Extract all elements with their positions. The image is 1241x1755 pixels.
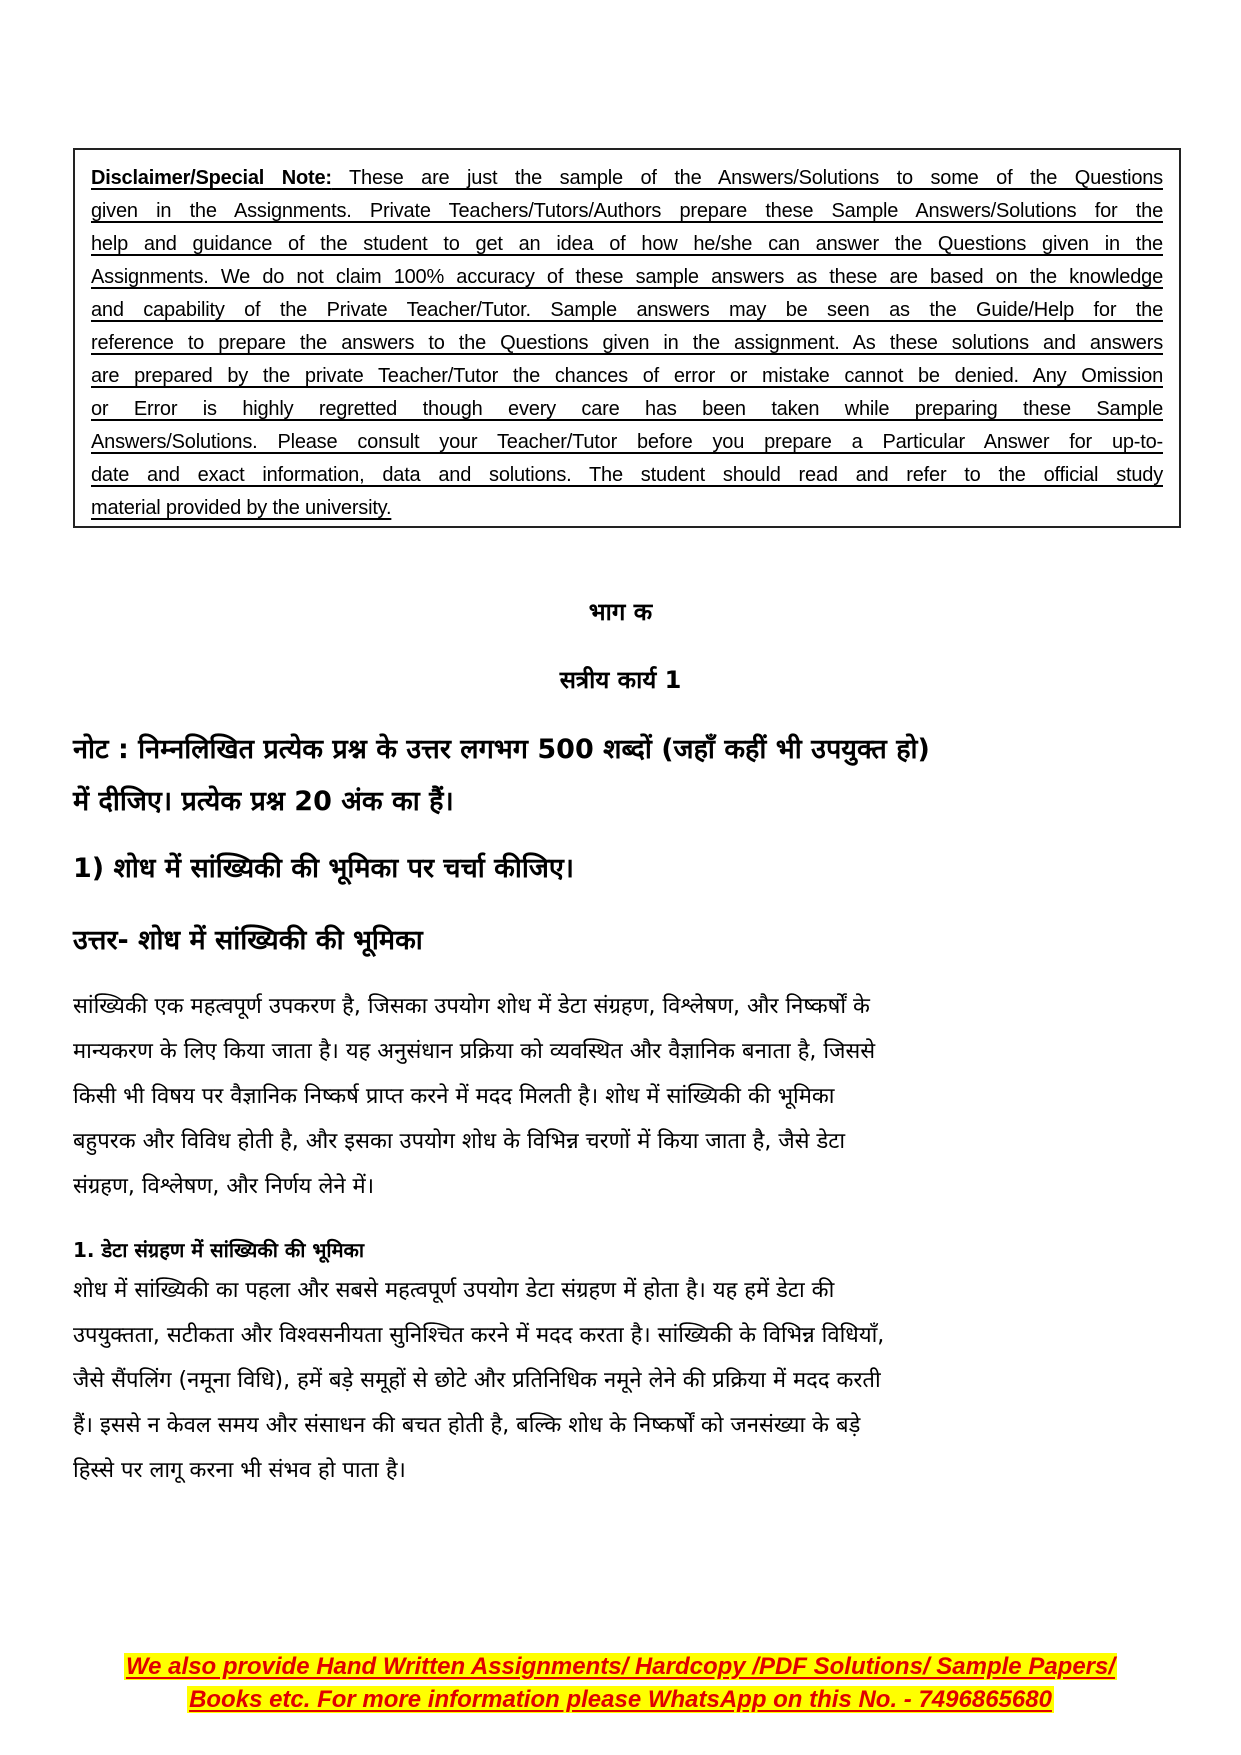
- paragraph-line: शोध में सांख्यिकी का पहला और सबसे महत्वपूर्ण उपयोग डेटा संग्रहण में होता है। यह हमें डेटा की: [73, 1278, 835, 1303]
- question-text: शोध में सांख्यिकी की भूमिका पर चर्चा कीजिए।: [113, 853, 575, 884]
- data-collection-paragraph: [73, 1268, 1153, 1493]
- paragraph-line: उपयुक्तता, सटीकता और विश्वसनीयता सुनिश्चित करने में मदद करता है। सांख्यिकी के विभिन्न विधियाँ,: [73, 1323, 885, 1348]
- paragraph-line: मान्यकरण के लिए किया जाता है। यह अनुसंधान प्रक्रिया को व्यवस्थित और वैज्ञानिक बनाता है, जिससे: [73, 1039, 876, 1064]
- disclaimer-line: reference to prepare the answers to the Questions given in the assignment. As these solutions and answers: [91, 332, 1163, 354]
- promo-line: We also provide Hand Written Assignments/ Hardcopy /PDF Solutions/ Sample Papers/: [125, 1653, 1116, 1680]
- paragraph-line: किसी भी विषय पर वैज्ञानिक निष्कर्ष प्राप्त करने में मदद मिलती है। शोध में सांख्यिकी की भूमिका: [73, 1084, 835, 1109]
- disclaimer-line: Assignments. We do not claim 100% accuracy of these sample answers as these are based on the knowledge: [91, 266, 1163, 288]
- paragraph-line: बहुपरक और विविध होती है, और इसका उपयोग शोध के विभिन्न चरणों में किया जाता है, जैसे डेटा: [73, 1129, 846, 1154]
- paragraph-line: जैसे सैंपलिंग (नमूना विधि), हमें बड़े समूहों से छोटे और प्रतिनिधिक नमूने लेने की प्रक्रिया में मदद करती: [73, 1368, 881, 1393]
- disclaimer-line: Answers/Solutions. Please consult your Teacher/Tutor before you prepare a Particular Answer for up-to-: [91, 431, 1163, 453]
- paragraph-line: हिस्से पर लागू करना भी संभव हो पाता है।: [73, 1458, 406, 1483]
- note-line: नोट : निम्नलिखित प्रत्येक प्रश्न के उत्तर लगभग 500 शब्दों (जहाँ कहीं भी उपयुक्त हो): [73, 734, 930, 765]
- note-line: में दीजिए। प्रत्येक प्रश्न 20 अंक का हैं।: [73, 786, 454, 817]
- disclaimer-line: Disclaimer/Special Note: These are just the sample of the Answers/Solutions to some of the Questions: [91, 167, 1163, 189]
- answer-intro-paragraph: [73, 984, 1153, 1209]
- assignment-heading: सत्रीय कार्य 1: [559, 666, 682, 694]
- promo-footer: [0, 1650, 1241, 1716]
- paragraph-line: हैं। इससे न केवल समय और संसाधन की बचत होती है, बल्कि शोध के निष्कर्षों को जनसंख्या के बड़े: [73, 1413, 861, 1438]
- disclaimer-line: material provided by the university.: [91, 497, 392, 519]
- disclaimer-line: or Error is highly regretted though every care has been taken while preparing these Sample: [91, 398, 1163, 420]
- disclaimer-line: are prepared by the private Teacher/Tutor the chances of error or mistake cannot be denied. Any Omission: [91, 365, 1163, 387]
- disclaimer-line: date and exact information, data and solutions. The student should read and refer to the official study: [91, 464, 1163, 486]
- answer-heading: उत्तर- शोध में सांख्यिकी की भूमिका: [73, 925, 423, 956]
- question-number: 1): [73, 853, 105, 884]
- paragraph-line: संग्रहण, विश्लेषण, और निर्णय लेने में।: [73, 1174, 375, 1199]
- disclaimer-line: help and guidance of the student to get an idea of how he/she can answer the Questions given in the: [91, 233, 1163, 255]
- question-1: [73, 848, 574, 885]
- instruction-note: [73, 724, 1153, 828]
- disclaimer-line: and capability of the Private Teacher/Tutor. Sample answers may be seen as the Guide/Help for the: [91, 299, 1163, 321]
- paragraph-line: सांख्यिकी एक महत्वपूर्ण उपकरण है, जिसका उपयोग शोध में डेटा संग्रहण, विश्लेषण, और निष्कर्षों के: [73, 994, 870, 1019]
- part-heading: भाग क: [588, 598, 653, 626]
- disclaimer-line: given in the Assignments. Private Teachers/Tutors/Authors prepare these Sample Answers/Solutions for the: [91, 200, 1163, 222]
- disclaimer-box: [73, 148, 1181, 528]
- disclaimer-label: Disclaimer/Special Note:: [91, 167, 332, 189]
- promo-line: Books etc. For more information please WhatsApp on this No. - 7496865680: [189, 1686, 1052, 1713]
- sub-heading: 1. डेटा संग्रहण में सांख्यिकी की भूमिका: [73, 1238, 365, 1262]
